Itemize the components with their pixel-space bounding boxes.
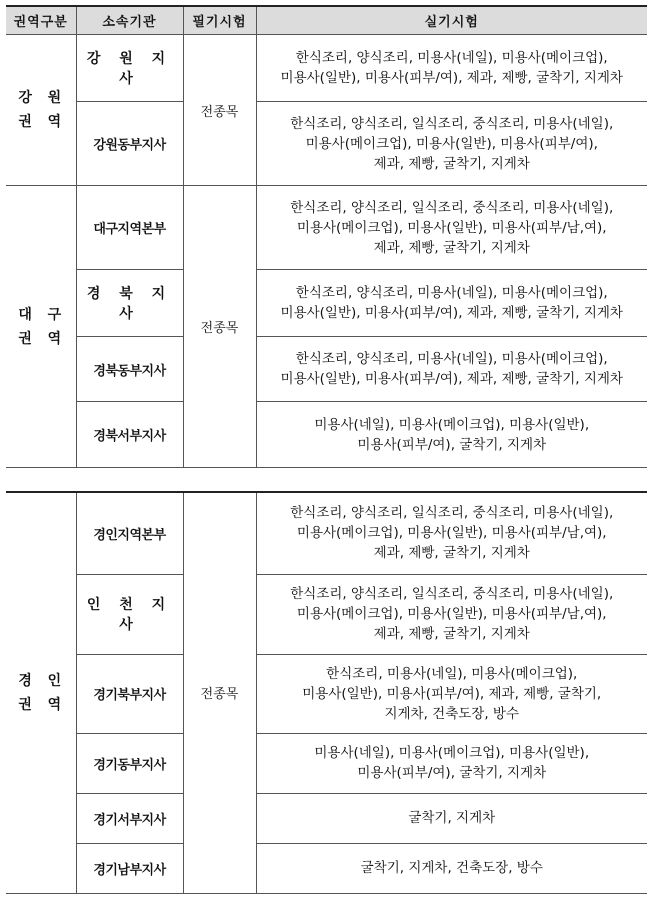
practical-line: 제과, 제빵, 굴착기, 지게차 xyxy=(373,545,530,562)
practical-line: 제과, 제빵, 굴착기, 지게차 xyxy=(373,626,530,642)
practical-line: 제과, 제빵, 굴착기, 지게차 xyxy=(373,155,530,172)
region-name-line1: 강 원 xyxy=(18,90,64,106)
table-row xyxy=(6,102,647,186)
practical-line: 미용사(일반), 미용사(피부/여), 제과, 제빵, 굴착기, 지게차 xyxy=(280,305,623,321)
table-row xyxy=(6,793,647,843)
practical-line: 굴착기, 지게차, 건축도장, 방수 xyxy=(360,860,543,876)
branch-name: 강 원 지 사 xyxy=(76,35,183,102)
branch-name: 경기서부지사 xyxy=(76,793,183,843)
branch-name: 인 천 지 사 xyxy=(76,574,183,654)
table-row xyxy=(6,337,647,402)
practical-line: 미용사(일반), 미용사(피부/여), 제과, 제빵, 굴착기, xyxy=(302,685,602,702)
table-row xyxy=(6,733,647,793)
practical-exam-cell xyxy=(256,574,647,654)
practical-line: 제과, 제빵, 굴착기, 지게차 xyxy=(373,239,530,256)
written-exam-cell: 전종목 xyxy=(183,186,256,468)
region-cell-gangwon xyxy=(6,35,76,186)
practical-line: 한식조리, 양식조리, 일식조리, 중식조리, 미용사(네일), xyxy=(290,586,614,602)
table-row xyxy=(6,186,647,270)
exam-schedule-table-bottom xyxy=(6,491,647,894)
practical-exam-cell xyxy=(256,270,647,337)
practical-line: 미용사(메이크업), 미용사(일반), 미용사(피부/여), xyxy=(305,135,598,152)
region-cell-gyeongin xyxy=(6,492,76,893)
branch-name: 경 북 지 사 xyxy=(76,270,183,337)
practical-exam-cell xyxy=(256,793,647,843)
practical-line: 미용사(메이크업), 미용사(일반), 미용사(피부/남,여), xyxy=(296,606,607,622)
table-row xyxy=(6,35,647,102)
branch-name: 대구지역본부 xyxy=(76,186,183,270)
practical-line: 한식조리, 양식조리, 미용사(네일), 미용사(메이크업), xyxy=(295,50,608,66)
practical-exam-cell xyxy=(256,733,647,793)
branch-name: 경북동부지사 xyxy=(76,337,183,402)
practical-line: 굴착기, 지게차 xyxy=(408,810,496,826)
practical-line: 한식조리, 양식조리, 일식조리, 중식조리, 미용사(네일), xyxy=(290,199,614,216)
region-name-line1: 대 구 xyxy=(18,306,64,323)
branch-name: 경북서부지사 xyxy=(76,402,183,468)
practical-line: 한식조리, 양식조리, 미용사(네일), 미용사(메이크업), xyxy=(295,351,608,367)
branch-name: 경기동부지사 xyxy=(76,733,183,793)
practical-line: 한식조리, 양식조리, 일식조리, 중식조리, 미용사(네일), xyxy=(290,115,614,132)
table-row xyxy=(6,402,647,468)
header-practical: 실기시험 xyxy=(256,6,647,35)
region-name-line2: 권 역 xyxy=(18,330,64,347)
practical-line: 지게차, 건축도장, 방수 xyxy=(384,705,520,722)
practical-exam-cell xyxy=(256,492,647,574)
header-row xyxy=(6,6,647,35)
written-exam-cell: 전종목 xyxy=(183,35,256,186)
branch-name: 경기북부지사 xyxy=(76,654,183,733)
practical-line: 미용사(네일), 미용사(메이크업), 미용사(일반), xyxy=(314,416,590,433)
table-row xyxy=(6,843,647,893)
practical-line: 한식조리, 양식조리, 미용사(네일), 미용사(메이크업), xyxy=(295,285,608,301)
table-row xyxy=(6,492,647,574)
table-row xyxy=(6,574,647,654)
written-exam-cell: 전종목 xyxy=(183,492,256,893)
region-name-line2: 권 역 xyxy=(18,114,64,130)
practical-exam-cell xyxy=(256,843,647,893)
practical-line: 미용사(메이크업), 미용사(일반), 미용사(피부/남,여), xyxy=(296,525,607,542)
practical-line: 미용사(네일), 미용사(메이크업), 미용사(일반), xyxy=(314,745,590,761)
header-branch: 소속기관 xyxy=(76,6,183,35)
branch-name: 경기남부지사 xyxy=(76,843,183,893)
practical-line: 한식조리, 미용사(네일), 미용사(메이크업), xyxy=(326,665,578,682)
header-written: 필기시험 xyxy=(183,6,256,35)
practical-line: 미용사(메이크업), 미용사(일반), 미용사(피부/남,여), xyxy=(296,219,607,236)
table-row xyxy=(6,270,647,337)
practical-line: 미용사(피부/여), 굴착기, 지게차 xyxy=(357,765,547,781)
practical-exam-cell xyxy=(256,186,647,270)
header-region: 권역구분 xyxy=(6,6,76,35)
practical-exam-cell xyxy=(256,402,647,468)
exam-schedule-table-top xyxy=(6,5,647,468)
region-cell-daegu xyxy=(6,186,76,468)
practical-line: 한식조리, 양식조리, 일식조리, 중식조리, 미용사(네일), xyxy=(290,505,614,522)
practical-exam-cell xyxy=(256,102,647,186)
practical-line: 미용사(피부/여), 굴착기, 지게차 xyxy=(357,436,547,453)
practical-exam-cell xyxy=(256,337,647,402)
practical-line: 미용사(일반), 미용사(피부/여), 제과, 제빵, 굴착기, 지게차 xyxy=(280,70,623,86)
region-name-line1: 경 인 xyxy=(18,672,64,689)
practical-line: 미용사(일반), 미용사(피부/여), 제과, 제빵, 굴착기, 지게차 xyxy=(280,371,623,387)
practical-exam-cell xyxy=(256,35,647,102)
branch-name: 강원동부지사 xyxy=(76,102,183,186)
practical-exam-cell xyxy=(256,654,647,733)
table-row xyxy=(6,654,647,733)
branch-name: 경인지역본부 xyxy=(76,492,183,574)
region-name-line2: 권 역 xyxy=(18,696,64,713)
